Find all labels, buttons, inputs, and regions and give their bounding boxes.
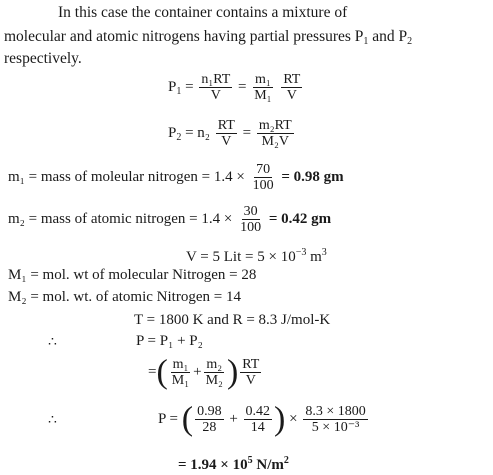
intro-line-1: In this case the container contains a mixture of — [58, 4, 348, 21]
fraction-denominator: V — [221, 134, 232, 150]
intro-line-2 — [4, 28, 412, 51]
fraction-denominator: 100 — [252, 178, 274, 194]
fraction-denominator: 5 × 10⁻³ — [311, 420, 360, 436]
calc-lhs: P = — [158, 411, 178, 427]
fraction-numerator: m₂RT — [258, 118, 292, 134]
fraction-denominator: M₂V — [261, 134, 289, 150]
eq1-lhs: P — [168, 79, 177, 95]
fraction — [204, 357, 225, 388]
intro-and: and P — [368, 28, 408, 45]
fraction-denominator: V — [286, 88, 297, 104]
fraction-denominator: M₂ — [205, 373, 223, 389]
therefore-symbol: ∴ — [48, 335, 57, 350]
eq1-lhs-sub: 1 — [176, 86, 182, 97]
plus-sign: + — [193, 364, 202, 380]
volume-exponent: −3 — [295, 247, 307, 258]
volume-line — [186, 244, 327, 266]
fraction-numerator: n₁RT — [201, 72, 231, 88]
volume-unit: m — [306, 249, 322, 265]
fraction — [195, 404, 224, 435]
fraction — [281, 72, 302, 103]
fraction-numerator: m₁ — [255, 72, 271, 88]
fraction-denominator: V — [210, 88, 221, 104]
eq1-equals-2: = — [238, 79, 247, 95]
fraction — [216, 118, 237, 149]
m2-text: m₂ = mass of atomic nitrogen = 1.4 × — [8, 211, 233, 227]
mass-m1-line — [8, 160, 344, 194]
pressure-calculation — [158, 396, 370, 442]
fraction — [170, 357, 191, 388]
answer-unit-exponent: 2 — [283, 455, 289, 466]
expr-equals: = — [148, 364, 157, 380]
equation-p2 — [168, 116, 296, 155]
eq1-equals: = — [185, 79, 194, 95]
molar-mass-m1-line: M₁ = mol. wt of molecular Nitrogen = 28 — [8, 267, 257, 283]
p2-subscript: 2 — [407, 36, 413, 47]
left-paren: ( — [156, 353, 168, 391]
fraction-denominator: V — [245, 373, 256, 389]
mass-m2-line — [8, 202, 331, 236]
fraction-numerator: 0.42 — [245, 404, 271, 420]
final-answer — [178, 452, 289, 474]
fraction-denominator: 14 — [250, 420, 265, 436]
intro-text: molecular and atomic nitrogens having partial pressures P — [4, 28, 364, 45]
fraction — [244, 404, 273, 435]
answer-text: = 1.94 × 10 — [178, 457, 248, 473]
eq2-lhs: P — [168, 125, 177, 141]
m1-result: = 0.98 gm — [281, 169, 344, 185]
fraction — [252, 72, 273, 103]
equation-p1 — [168, 70, 304, 109]
fraction — [238, 204, 263, 235]
eq2-lhs-sub: 2 — [176, 132, 182, 143]
molar-mass-m2-line: M₂ = mol. wt. of atomic Nitrogen = 14 — [8, 289, 241, 305]
fraction-numerator: 70 — [256, 162, 271, 178]
fraction-numerator: RT — [217, 118, 235, 134]
fraction-numerator: 0.98 — [197, 404, 222, 420]
fraction-numerator: m₂ — [206, 357, 223, 373]
left-paren: ( — [181, 400, 194, 438]
fraction — [303, 404, 367, 435]
volume-text: V = 5 Lit = 5 × 10 — [186, 249, 296, 265]
pressure-expression — [148, 352, 263, 392]
fraction — [199, 72, 232, 103]
plus-sign: + — [229, 411, 238, 427]
eq2-equals: = — [242, 125, 252, 141]
therefore-symbol: ∴ — [48, 413, 57, 428]
fraction-numerator: RT — [283, 72, 301, 88]
temperature-line: T = 1800 K and R = 8.3 J/mol-K — [134, 312, 331, 328]
intro-line-3: respectively. — [4, 50, 82, 67]
volume-unit-exponent: 3 — [321, 247, 327, 258]
fraction-numerator: m₁ — [172, 357, 189, 373]
fraction-denominator: 28 — [202, 420, 217, 436]
fraction — [251, 162, 276, 193]
times-sign: × — [289, 411, 298, 427]
fraction — [257, 118, 294, 149]
fraction-denominator: 100 — [240, 220, 262, 236]
fraction-numerator: 8.3 × 1800 — [305, 404, 366, 420]
fraction — [240, 357, 261, 388]
answer-exponent: 5 — [247, 455, 253, 466]
fraction-denominator: M₁ — [171, 373, 190, 389]
fraction-numerator: 30 — [243, 204, 258, 220]
m1-text: m₁ = mass of moleular nitrogen = 1.4 × — [8, 169, 245, 185]
right-paren: ) — [274, 400, 286, 438]
fraction-denominator: M₁ — [254, 88, 272, 104]
fraction-numerator: RT — [242, 357, 260, 373]
eq2-mid: = n₂ — [185, 125, 211, 141]
p1-subscript: 1 — [363, 36, 369, 47]
pressure-sum-line: P = P₁ + P₂ — [136, 333, 203, 349]
right-paren: ) — [226, 353, 239, 391]
m2-result: = 0.42 gm — [268, 211, 332, 227]
answer-unit: N/m — [252, 457, 284, 473]
